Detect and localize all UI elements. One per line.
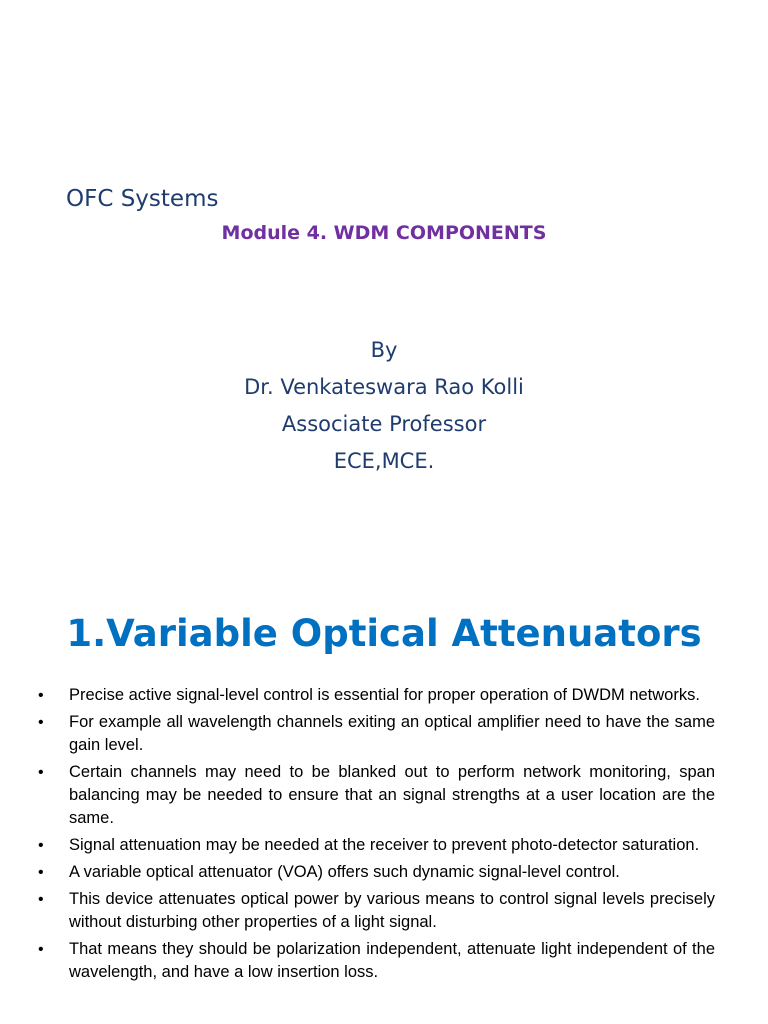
bullet-text: Signal attenuation may be needed at the receiver to prevent photo-detector saturation. — [69, 836, 700, 854]
bullet-text: That means they should be polarization independent, attenuate light independent of the wavelength, and have a low insertion loss. — [69, 940, 715, 981]
list-item — [38, 761, 715, 830]
bullet-icon: • — [38, 941, 44, 958]
course-title: OFC Systems — [66, 186, 219, 212]
module-title: Module 4. WDM COMPONENTS — [221, 222, 547, 244]
bullet-icon: • — [38, 864, 44, 881]
bullet-icon: • — [38, 891, 44, 908]
author-affiliation: ECE,MCE. — [333, 449, 435, 473]
list-item — [38, 861, 715, 884]
bullet-text: For example all wavelength channels exiting an optical amplifier need to have the same gain level. — [69, 713, 715, 754]
bullet-text: Precise active signal-level control is essential for proper operation of DWDM networks. — [69, 686, 700, 704]
list-item — [38, 938, 715, 984]
bullet-icon: • — [38, 687, 44, 704]
author-designation: Associate Professor — [281, 412, 487, 436]
bullet-text: A variable optical attenuator (VOA) offers such dynamic signal-level control. — [69, 863, 620, 881]
author-by-label: By — [370, 338, 398, 362]
bullet-text: Certain channels may need to be blanked out to perform network monitoring, span balancing may be needed to ensure that an signal strengths at a user location are the same. — [69, 763, 715, 827]
content-slide — [0, 576, 768, 1024]
section-heading: 1.Variable Optical Attenuators — [66, 612, 702, 655]
author-name: Dr. Venkateswara Rao Kolli — [244, 375, 524, 399]
bullet-icon: • — [38, 714, 44, 731]
list-item — [38, 711, 715, 757]
bullet-icon: • — [38, 837, 44, 854]
bullet-icon: • — [38, 764, 44, 781]
author-block — [0, 332, 768, 480]
list-item — [38, 684, 715, 707]
list-item — [38, 834, 715, 857]
bullet-text: This device attenuates optical power by various means to control signal levels precisely without disturbing other properties of a light signal. — [69, 890, 715, 931]
list-item — [38, 888, 715, 934]
bullet-list — [38, 684, 715, 988]
